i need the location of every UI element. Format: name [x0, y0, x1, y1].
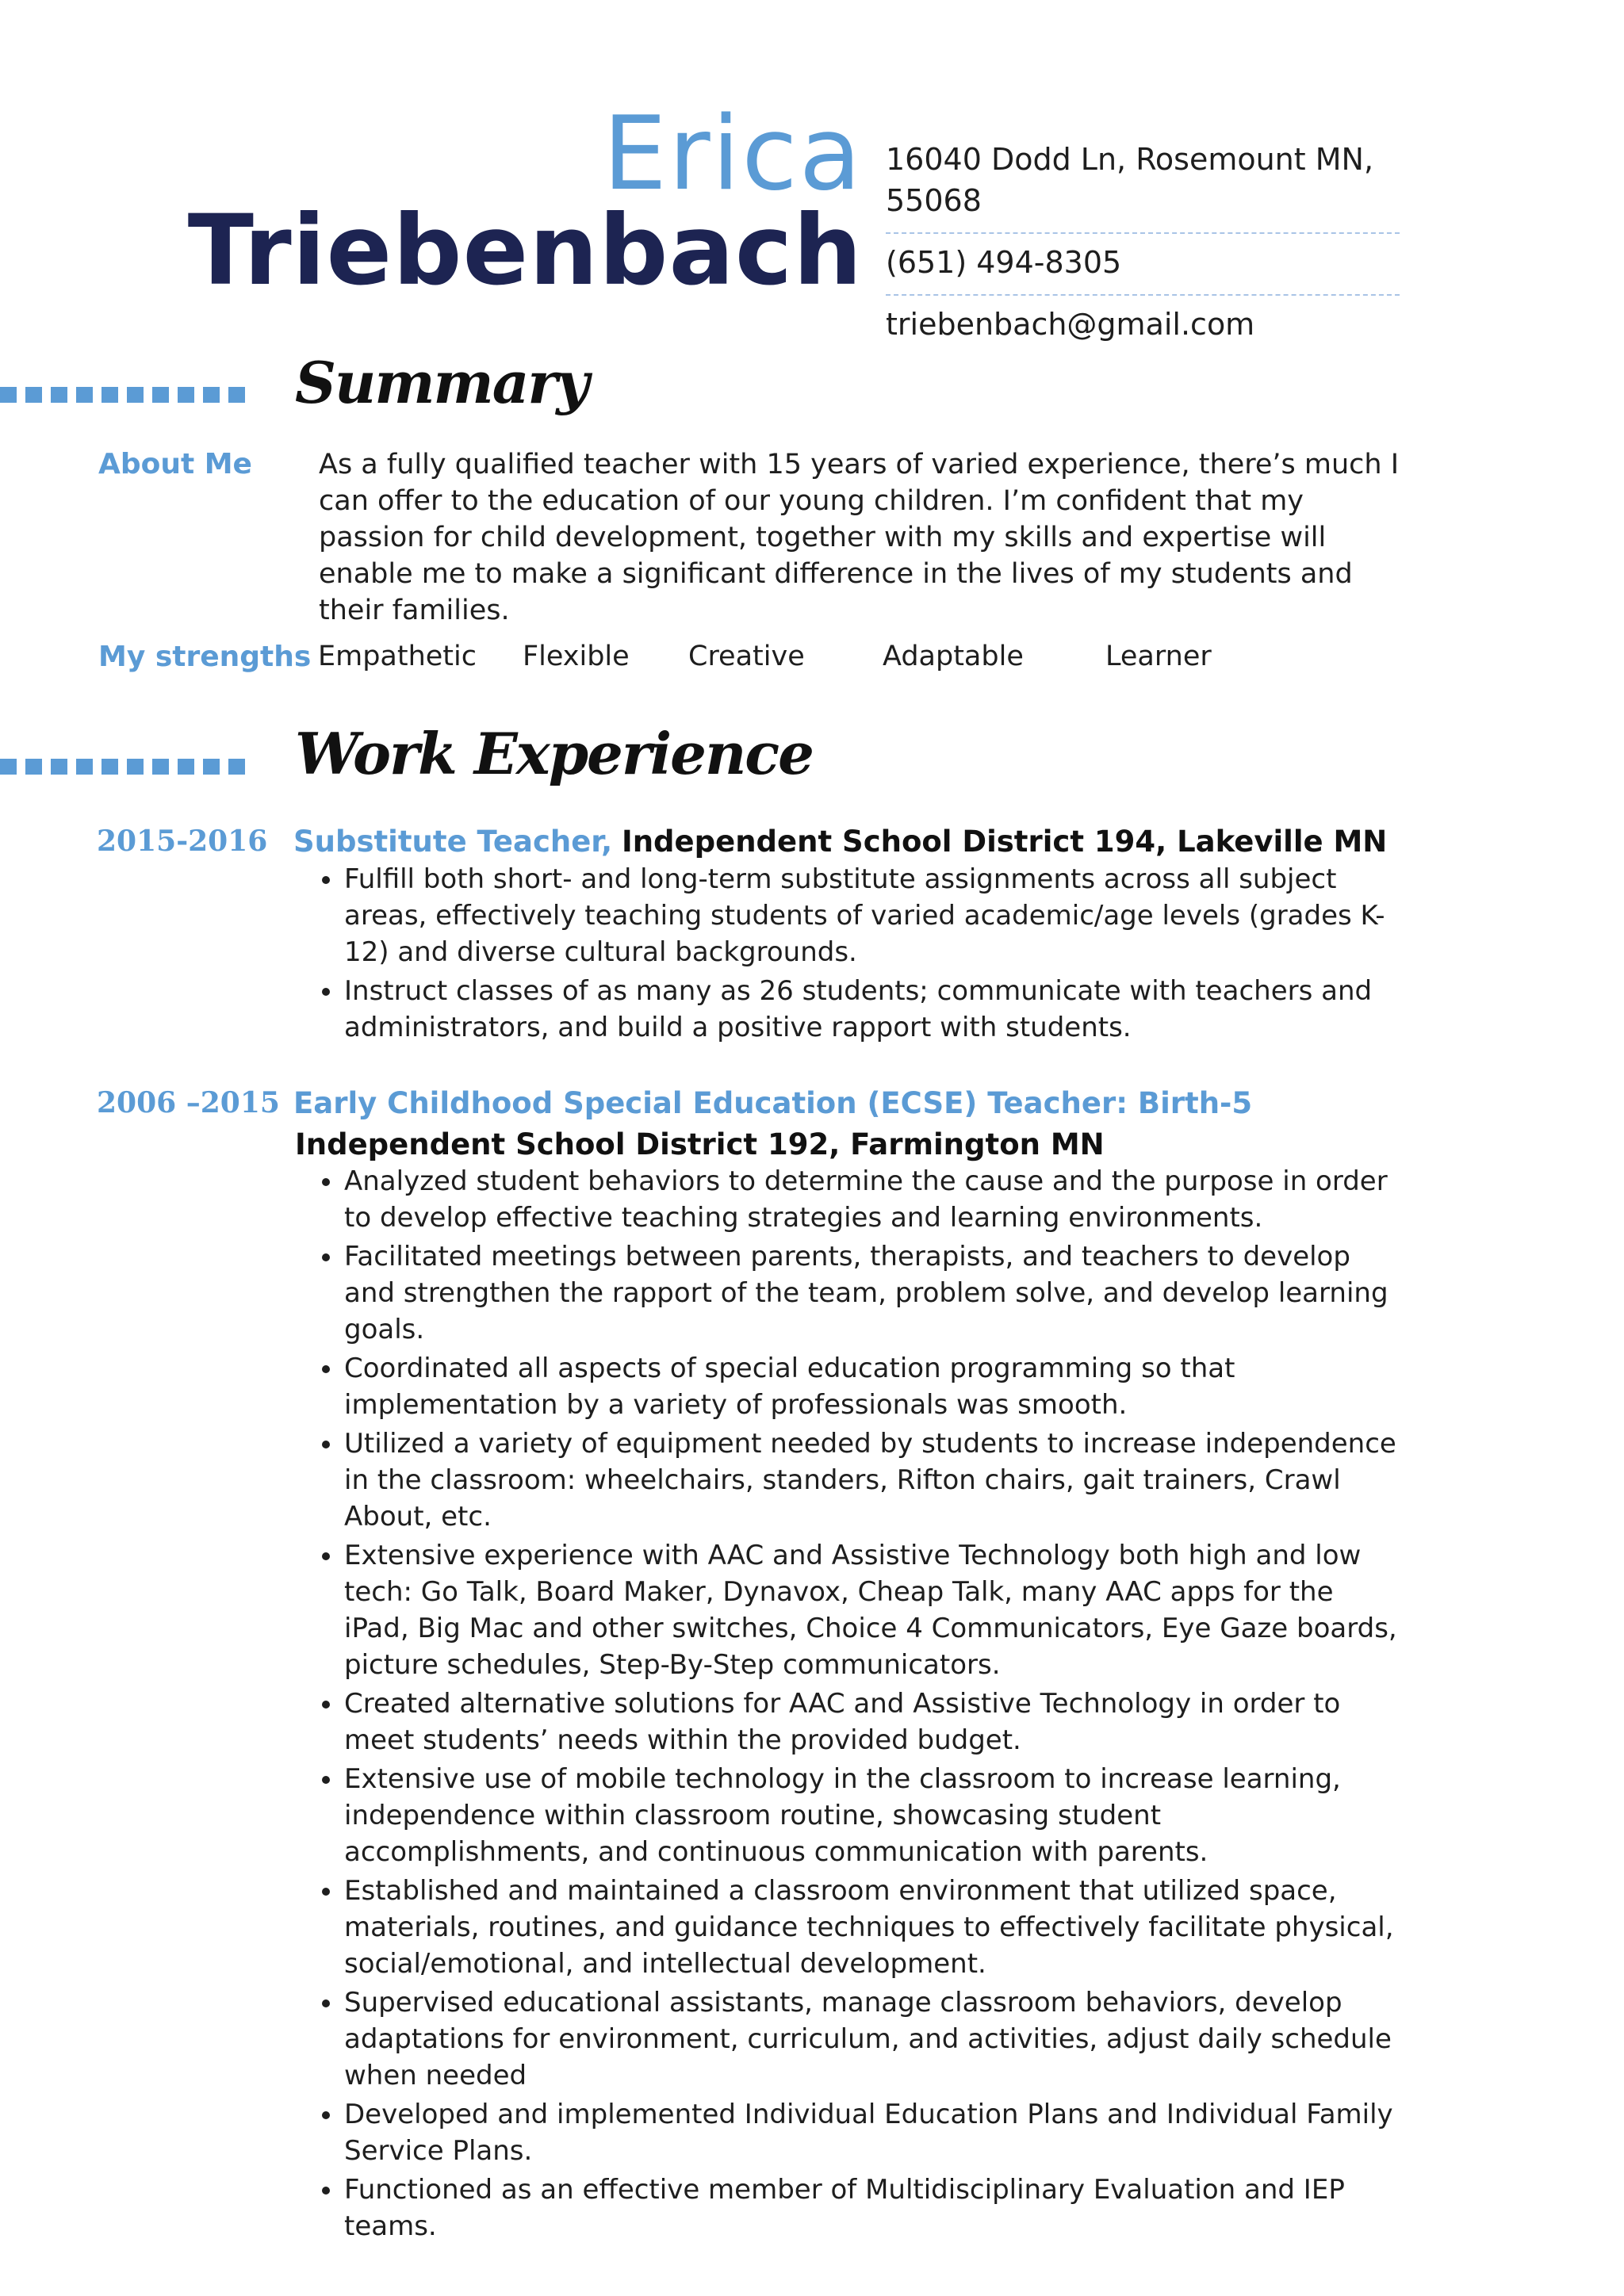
list-item: Instruct classes of as many as 26 students; communicate with teachers and administrators, and build a positive rapport with students.	[317, 973, 1404, 1046]
section-divider-dots	[0, 759, 278, 775]
strengths-label: My strengths	[98, 641, 312, 673]
strength-item: Flexible	[523, 641, 630, 672]
job-heading	[293, 825, 1387, 859]
phone: (651) 494-8305	[886, 242, 1400, 296]
job-organization: Independent School District 192, Farmington MN	[295, 1127, 1105, 1161]
job-bullets	[317, 861, 1404, 1048]
summary-heading: Summary	[295, 349, 588, 416]
contact-block	[886, 139, 1400, 345]
list-item: Utilized a variety of equipment needed by students to increase independence in the classroom: wheelchairs, standers, Rifton chairs, gait trainers, Crawl About, etc.	[317, 1425, 1404, 1535]
list-item: Extensive experience with AAC and Assistive Technology both high and low tech: Go Talk, Board Maker, Dynavox, Cheap Talk, many AAC apps for the iPad, Big Mac and other switches, Choice 4 Communicators, Eye Gaze boards, picture schedules, Step-By-Step communicators.	[317, 1537, 1404, 1683]
list-item: Extensive use of mobile technology in the classroom to increase learning, independence within classroom routine, showcasing student accomplishments, and continuous communication with parents.	[317, 1761, 1404, 1870]
job-years: 2015-2016	[97, 825, 268, 858]
work-experience-heading: Work Experience	[295, 720, 813, 787]
list-item: Coordinated all aspects of special education programming so that implementation by a variety of professionals was smooth.	[317, 1350, 1404, 1423]
job-years: 2006 –2015	[97, 1086, 280, 1119]
list-item: Facilitated meetings between parents, therapists, and teachers to develop and strengthen the rapport of the team, problem solve, and develop learning goals.	[317, 1238, 1404, 1348]
strength-item: Creative	[688, 641, 805, 672]
about-me-text: As a fully qualified teacher with 15 years of varied experience, there’s much I can offer to the education of our young children. I’m confident that my passion for child development, together with my skills and expertise will enable me to make a significant difference in the lives of my students and their families.	[319, 449, 1400, 626]
strength-item: Empathetic	[318, 641, 477, 672]
last-name: Triebenbach	[187, 194, 863, 307]
section-divider-dots	[0, 387, 278, 403]
about-me-label: About Me	[98, 448, 252, 480]
email: triebenbach@gmail.com	[886, 307, 1255, 342]
list-item: Fulfill both short- and long-term substitute assignments across all subject areas, effectively teaching students of varied academic/age levels (grades K-12) and diverse cultural backgrounds.	[317, 861, 1404, 970]
list-item: Supervised educational assistants, manage classroom behaviors, develop adaptations for environment, curriculum, and activities, adjust daily schedule when needed	[317, 1984, 1404, 2094]
address: 16040 Dodd Ln, Rosemount MN, 55068	[886, 139, 1400, 234]
list-item: Functioned as an effective member of Multidisciplinary Evaluation and IEP teams.	[317, 2172, 1404, 2244]
list-item: Analyzed student behaviors to determine the cause and the purpose in order to develop effective teaching strategies and learning environments.	[317, 1163, 1404, 1236]
list-item: Developed and implemented Individual Education Plans and Individual Family Service Plans.	[317, 2096, 1404, 2169]
job-heading	[293, 1086, 1252, 1120]
list-item: Created alternative solutions for AAC and Assistive Technology in order to meet students’ needs within the provided budget.	[317, 1686, 1404, 1758]
strength-item: Learner	[1105, 641, 1212, 672]
list-item: Established and maintained a classroom environment that utilized space, materials, routines, and guidance techniques to effectively facilitate physical, social/emotional, and intellectual development.	[317, 1873, 1404, 1982]
job-title: Substitute Teacher,	[293, 825, 613, 859]
first-name: Erica	[603, 95, 863, 213]
job-bullets	[317, 1163, 1404, 2247]
strength-item: Adaptable	[883, 641, 1024, 672]
job-organization: Independent School District 194, Lakeville MN	[621, 825, 1388, 859]
job-title: Early Childhood Special Education (ECSE) Teacher: Birth-5	[293, 1086, 1253, 1120]
